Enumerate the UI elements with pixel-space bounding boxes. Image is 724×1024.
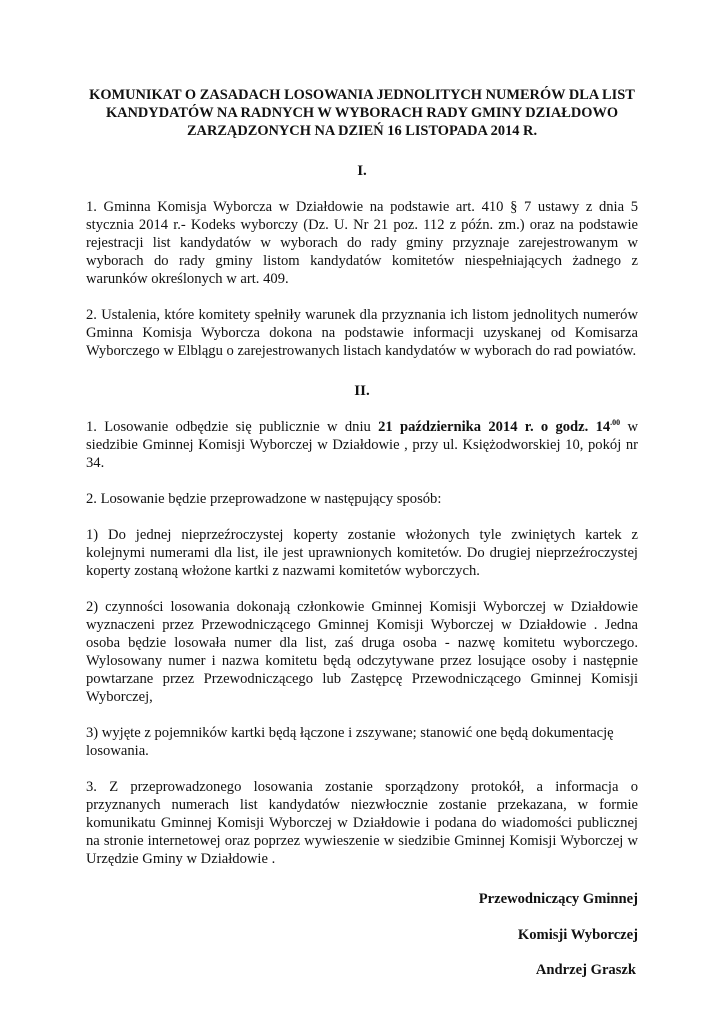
session-time-minutes: .00 xyxy=(610,418,621,427)
signature-name: Andrzej Graszk xyxy=(535,962,636,978)
section2-paragraph-6: 3. Z przeprowadzonego losowania zostanie sporządzony protokół, a informacja o przyznanych numerach list kandydatów niezwłocznie zostanie przekazana, w formie komunikatu Gminnej Komisji Wyborczej w Działdowie i podana do wiadomości publicznej na stronie internetowej oraz poprzez wywieszenie w siedzibie Gminnej Komisji Wyborczej w Urzędzie Gminy w Działdowie . xyxy=(86,779,638,867)
signature-title-line1: Przewodniczący Gminnej xyxy=(478,891,638,907)
section2-paragraph-1 xyxy=(86,418,638,472)
section2-paragraph-1-post: w siedzibie Gminnej Komisji Wyborczej w Działdowie , przy ul. Księżodworskiej 10, pokój nr 34. xyxy=(86,419,638,471)
section2-paragraph-4: 2) czynności losowania dokonają członkowie Gminnej Komisji Wyborczej w Działdowie wyznaczeni przez Przewodniczącego Gminnej Komisji Wyborczej w Działdowie . Jedna osoba będzie losowała numer dla list, zaś druga osoba - nazwę komitetu wyborczego. Wylosowany numer i nazwa komitetu będą odczytywane przez losujące osoby i następnie powtarzane przez Przewodniczącego lub Zastępcę Przewodniczącego Gminnej Komisji Wyborczej, xyxy=(86,599,638,705)
section-heading-2: II. xyxy=(354,383,370,399)
section2-paragraph-5-line2: losowania. xyxy=(86,743,149,759)
session-date-time: 21 października 2014 r. o godz. 14 xyxy=(378,419,611,435)
document-title: KOMUNIKAT O ZASADACH LOSOWANIA JEDNOLITYCH NUMERÓW DLA LIST KANDYDATÓW NA RADNYCH W WYBORACH RADY GMINY DZIAŁDOWO ZARZĄDZONYCH NA DZIEŃ 16 LISTOPADA 2014 R. xyxy=(89,87,635,139)
section2-paragraph-5-line1: 3) wyjęte z pojemników kartki będą łączone i zszywane; stanowić one będą dokumentację xyxy=(86,725,614,741)
section2-paragraph-2: 2. Losowanie będzie przeprowadzone w następujący sposób: xyxy=(86,491,442,507)
section1-paragraph-2: 2. Ustalenia, które komitety spełniły warunek dla przyznania ich listom jednolitych numerów Gminna Komisja Wyborcza dokona na podstawie informacji uzyskanej od Komisarza Wyborczego w Elblągu o zarejestrowanych listach kandydatów w wyborach do rad powiatów. xyxy=(86,307,638,359)
signature-title-line2: Komisji Wyborczej xyxy=(517,927,638,943)
section-heading-1: I. xyxy=(357,163,367,179)
section2-paragraph-1-pre: 1. Losowanie odbędzie się publicznie w dniu xyxy=(86,419,379,435)
section2-paragraph-3: 1) Do jednej nieprzeźroczystej koperty zostanie włożonych tyle zwiniętych kartek z kolejnymi numerami dla list, ile jest uprawnionych komitetów. Do drugiej nieprzeźroczystej koperty zostaną włożone kartki z nazwami komitetów wyborczych. xyxy=(86,527,638,579)
document-page xyxy=(86,74,638,979)
section2-paragraph-5 xyxy=(86,724,638,760)
section1-paragraph-1: 1. Gminna Komisja Wyborcza w Działdowie na podstawie art. 410 § 7 ustawy z dnia 5 stycznia 2014 r.- Kodeks wyborczy (Dz. U. Nr 21 poz. 112 z późn. zm.) oraz na podstawie rejestracji list kandydatów w wyborach do rady gminy przyznaje zarejestrowanym w wyborach do rady gminy listom kandydatów komitetów niespełniających żadnego z warunków określonych w art. 409. xyxy=(86,199,638,287)
